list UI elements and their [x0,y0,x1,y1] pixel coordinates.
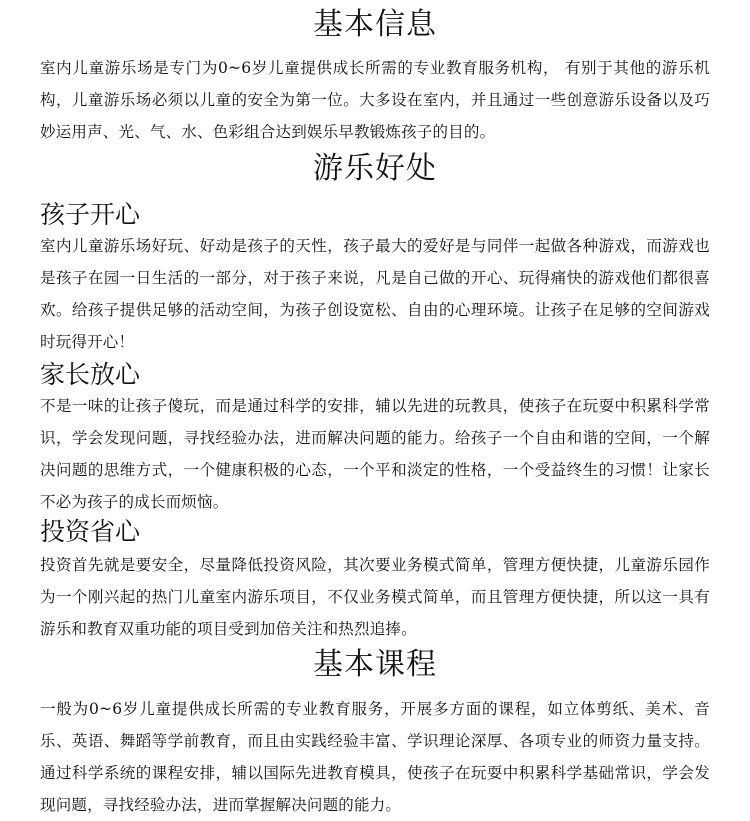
child-happy-paragraph: 室内儿童游乐场好玩、好动是孩子的天性，孩子最大的爱好是与同伴一起做各种游戏，而游戏也是孩子在园一日生活的一部分，对于孩子来说，凡是自己做的开心、玩得痛快的游戏他们都很喜欢。给孩子提供足够的活动空间，为孩子创设宽松、自由的心理环境。让孩子在足够的空间游戏时玩得开心！ [40,237,710,351]
section-title-courses: 基本课程 [313,647,437,682]
basic-info-paragraph: 室内儿童游乐场是专门为0~6岁儿童提供成长所需的专业教育服务机构， 有别于其他的游乐机构，儿童游乐场必须以儿童的安全为第一位。大多设在室内，并且通过一些创意游乐设备以及巧妙运用声、光、气、水、色彩组合达到娱乐早教锻炼孩子的目的。 [40,59,710,141]
subheading-parent-reassured: 家长放心 [40,360,141,389]
courses-paragraph: 一般为0~6岁儿童提供成长所需的专业教育服务，开展多方面的课程，如立体剪纸、美术、音乐、英语、舞蹈等学前教育，而且由实践经验丰富、学识理论深厚、各项专业的师资力量支持。通过科学系统的课程安排，辅以国际先进教育模具，使孩子在玩耍中积累科学基础常识，学会发现问题，寻找经验办法，进而掌握解决问题的能力。 [40,700,710,814]
investment-easy-paragraph: 投资首先就是要安全，尽量降低投资风险，其次要业务模式简单，管理方便快捷，儿童游乐园作为一个刚兴起的热门儿童室内游乐项目，不仅业务模式简单，而且管理方便快捷，所以这一具有游乐和教育双重功能的项目受到加倍关注和热烈追捧。 [40,556,710,638]
subheading-child-happy: 孩子开心 [40,200,141,229]
parent-reassured-paragraph: 不是一味的让孩子傻玩，而是通过科学的安排，辅以先进的玩教具，使孩子在玩耍中积累科学常识，学会发现问题，寻找经验办法，进而解决问题的能力。给孩子一个自由和谐的空间，一个解决问题的思维方式，一个健康积极的心态，一个平和淡定的性格，一个受益终生的习惯！让家长不必为孩子的成长而烦恼。 [40,397,710,511]
subheading-investment-easy: 投资省心 [40,517,141,546]
section-title-basic-info: 基本信息 [313,7,437,42]
section-title-benefits: 游乐好处 [313,151,437,186]
